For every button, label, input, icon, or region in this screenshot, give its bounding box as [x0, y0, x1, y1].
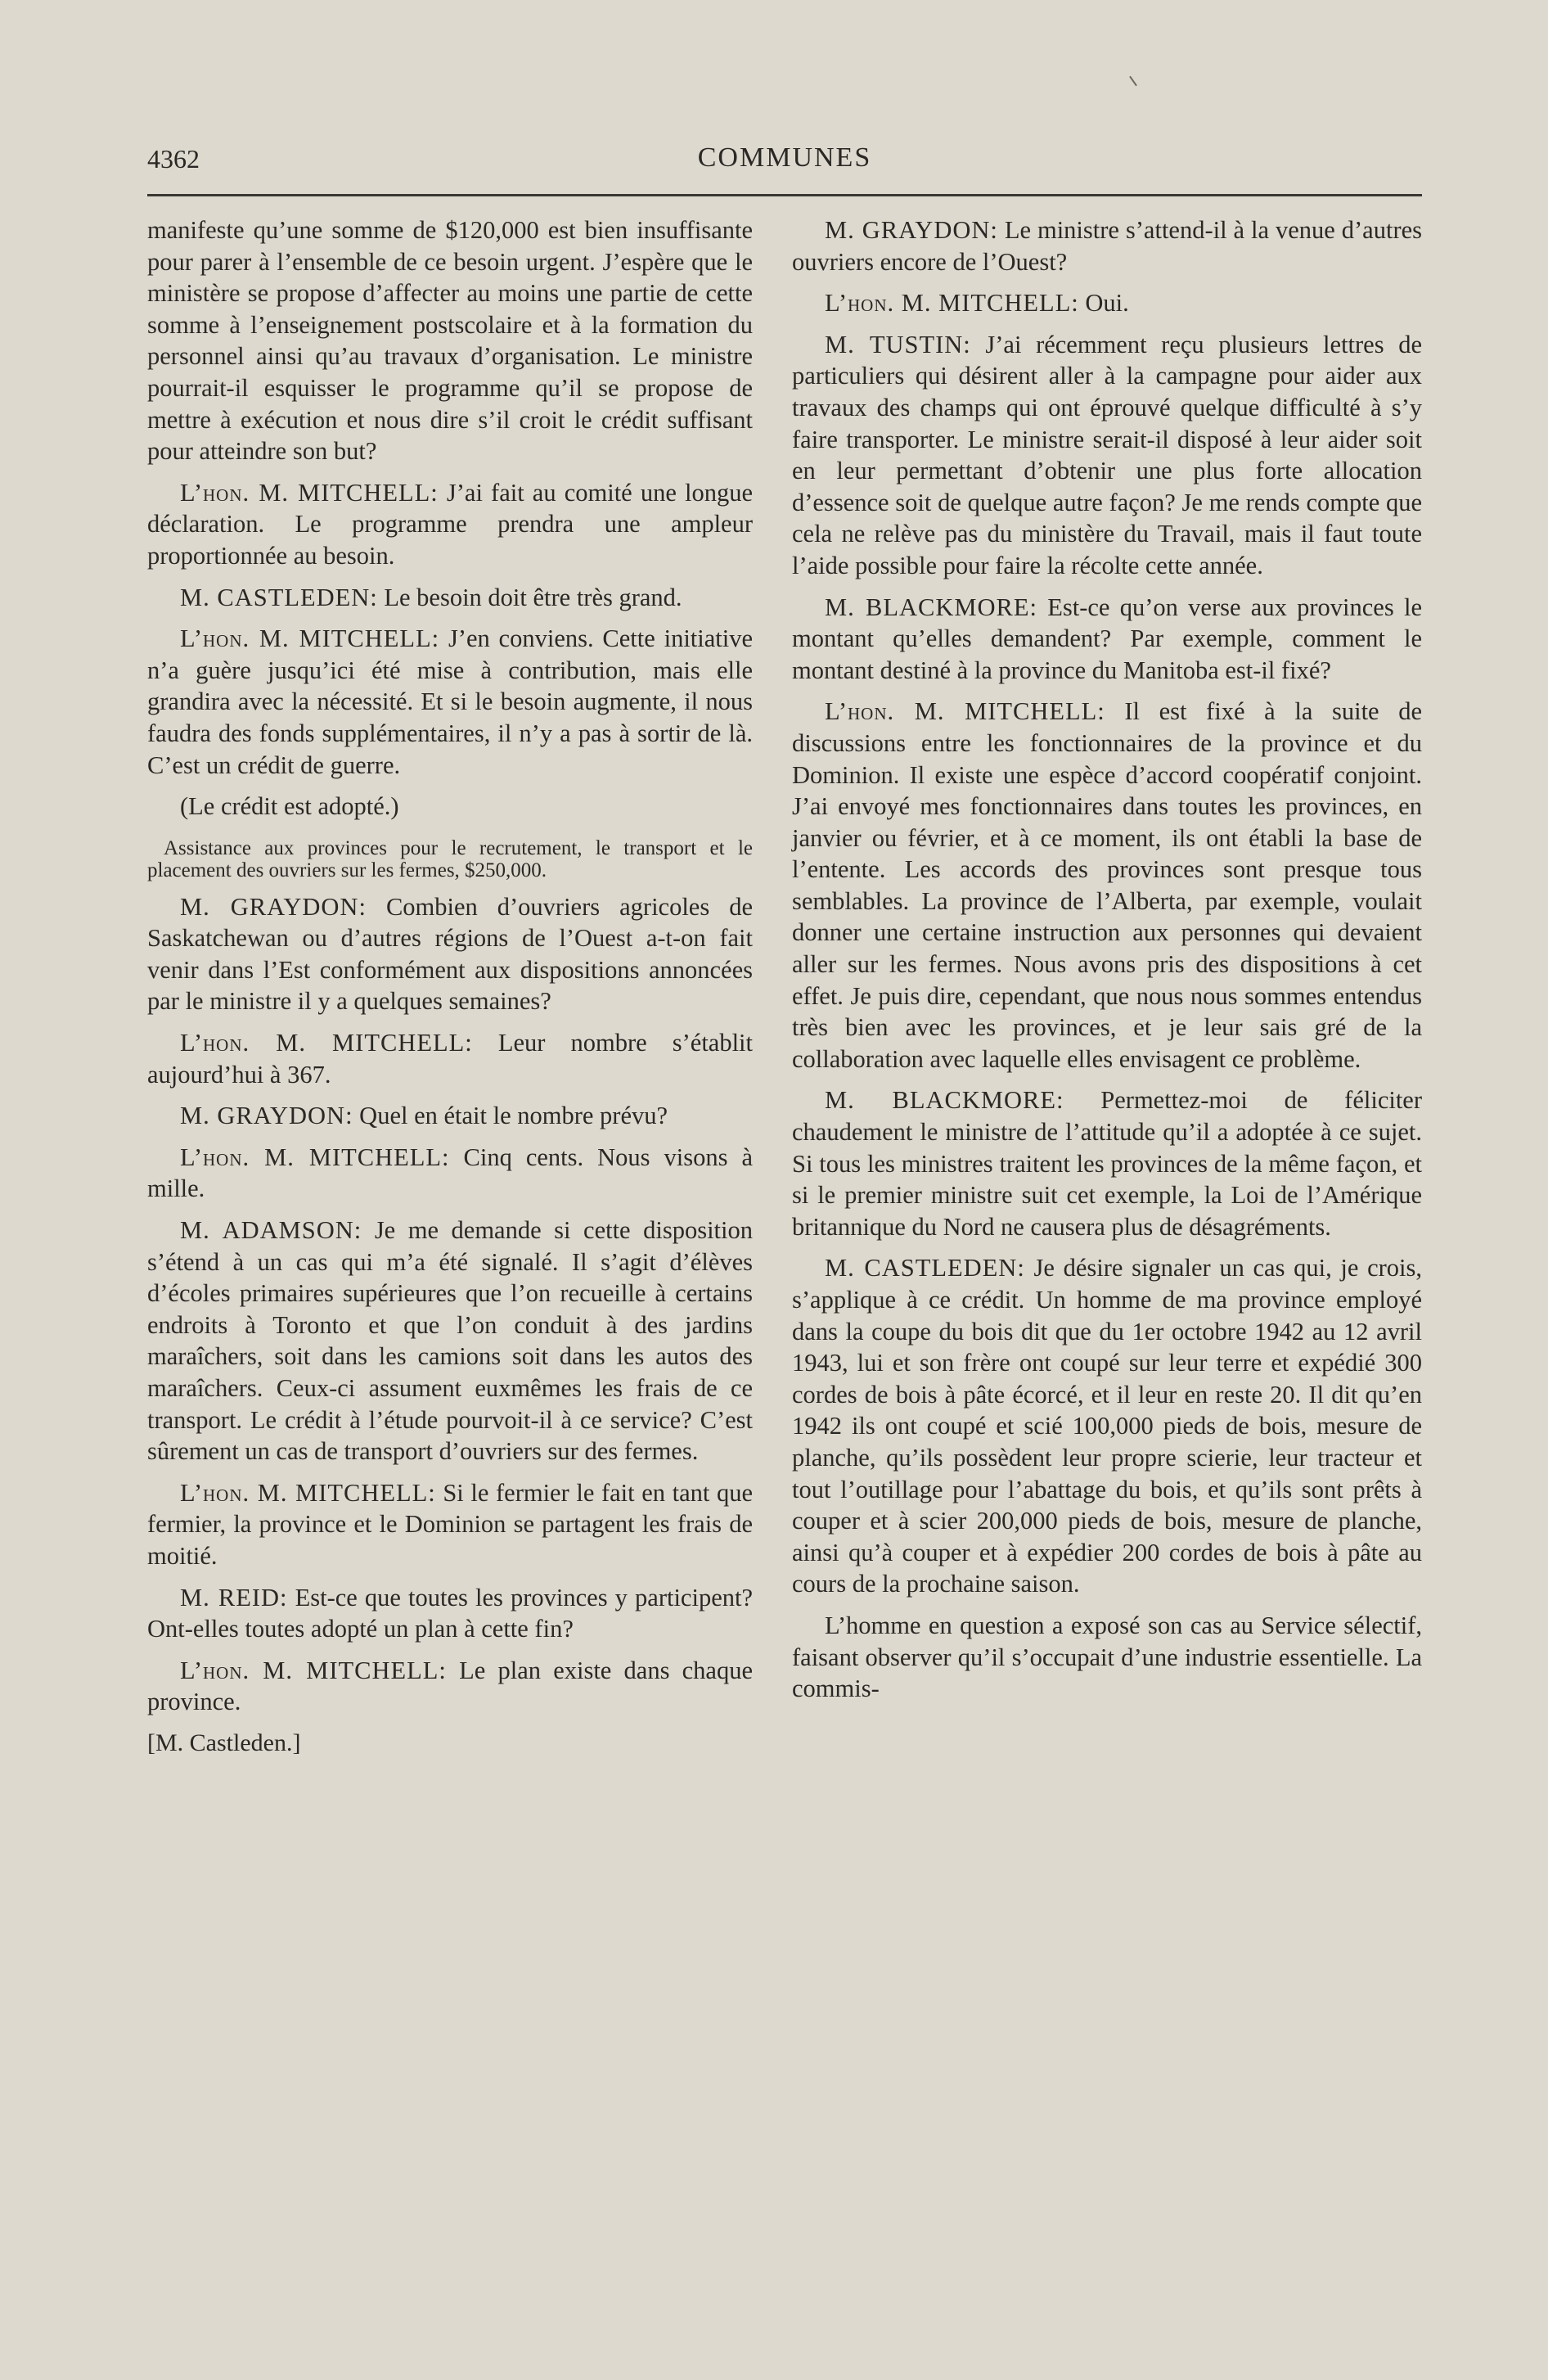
speech-text: Je me demande si cette disposition s’étend à un cas qui m’a été signalé. Il s’agit d’élèves d’écoles primaires supérieures que l’on recueille à certains endroits à Toronto et que l’on conduit à des jardins maraîchers, soit dans les camions soit dans les autos des maraîchers. Ceux-ci assument euxmêmes les frais de ce transport. Le crédit à l’étude pourvoit-il à ce service? C’est sûrement un cas de transport d’ouvriers sur des fermes.: [147, 1216, 753, 1466]
speaker-name: L’hon. M. MITCHELL:: [180, 624, 440, 653]
speech-text: Le plan existe dans chaque province.: [147, 1656, 754, 1716]
speech-text: Il est fixé à la suite de discussions entre les fonctionnaires de la province et du Dominion. Il existe une espèce d’accord coopératif conjoint. J’ai envoyé mes fonctionnaires dans toutes les provinces, en janvier ou février, et à ce moment, ils ont établi la base de l’entente. Les accords des provinces sont presque tous semblables. La province de l’Alberta, par exemple, voulait donner une certaine instruction aux personnes qui devaient aller sur les fermes. Nous avons pris des dispositions à cet effet. Je puis dire, cependant, que nous nous sommes entendus très bien avec les provinces, et je leur sais gré de la collaboration avec laquelle elles envisagent ce problème.: [792, 697, 1422, 1073]
paragraph: [147, 1027, 753, 1090]
adoption-note: (Le crédit est adopté.): [180, 792, 399, 821]
paragraph: [147, 1142, 753, 1205]
paragraph: [792, 1252, 1422, 1600]
speaker-name: M. CASTLEDEN:: [180, 583, 378, 611]
paragraph: [147, 1477, 753, 1572]
speech-text: Cinq cents. Nous visons à mille.: [147, 1143, 753, 1203]
left-column: [147, 214, 753, 1759]
speech-text: Si le fermier le fait en tant que fermier, la province et le Dominion se partagent les frais de moitié.: [147, 1478, 753, 1570]
speaker-name: M. GRAYDON:: [825, 216, 998, 244]
paragraph: [147, 477, 753, 572]
speaker-name: L’hon. M. MITCHELL:: [825, 289, 1079, 318]
speaker-name: M. GRAYDON:: [180, 1102, 353, 1130]
speech-text: Je désire signaler un cas qui, je crois, s’applique à ce crédit. Un homme de ma province employé dans la coupe du bois dit que du 1er octobre 1942 au 12 avril 1943, lui et son frère ont coupé sur leur terre et expédié 300 cordes de bois à pâte écorcé, et il leur en reste 20. Il dit qu’en 1942 ils ont coupé et scié 100,000 pieds de bois, mesure de planche, qu’ils possèdent leur propre scierie, leur tracteur et tout l’outillage pour l’abattage du bois, et qu’ils sont prêts à couper et à scier 200,000 pieds de bois, mesure de planche, ainsi qu’à couper et à expédier 200 cordes de bois à pâte au cours de la prochaine saison.: [792, 1254, 1423, 1598]
scan-mark: [1129, 76, 1137, 87]
paragraph: [147, 1100, 753, 1132]
paragraph: [792, 592, 1422, 687]
speaker-name: M. CASTLEDEN:: [825, 1254, 1025, 1282]
speech-text: Oui.: [1085, 289, 1129, 318]
paragraph: [792, 287, 1422, 319]
speaker-name: M. BLACKMORE:: [825, 1086, 1064, 1115]
speech-text: Le ministre s’attend-il à la venue d’autres ouvriers encore de l’Ouest?: [792, 216, 1423, 276]
speech-text: Est-ce que toutes les provinces y participent? Ont-elles toutes adopté un plan à cette fin?: [147, 1583, 753, 1643]
speaker-name: L’hon. M. MITCHELL:: [180, 1478, 436, 1507]
paragraph: [147, 582, 753, 614]
speech-text: J’ai récemment reçu plusieurs lettres de particuliers qui désirent aller à la campagne pour aider aux travaux des champs qui ont éprouvé quelque difficulté à s’y faire transporter. Le ministre serait-il disposé à leur aider soit en leur permettant d’obtenir une plus forte allocation d’essence soit de quelque autre façon? Je me rends compte que cela ne relève pas du ministère du Travail, mais il faut toute l’aide possible pour faire la récolte cette année.: [792, 330, 1423, 579]
paragraph: [792, 214, 1422, 277]
speaker-name: M. REID:: [180, 1583, 288, 1611]
page-number: 4362: [147, 144, 200, 174]
speech-text: Permettez-moi de féliciter chaudement le ministre de l’attitude qu’il a adoptée à ce sujet. Si tous les ministres traitent les provinces de la même façon, et si le premier ministre suit cet exemple, la Loi de l’Amérique britannique du Nord ne causera plus de désagréments.: [792, 1086, 1422, 1241]
speech-text: J’ai fait au comité une longue déclaration. Le programme prendra une ampleur proportionnée au besoin.: [147, 478, 754, 570]
speaker-name: M. TUSTIN:: [825, 330, 971, 358]
paragraph: [792, 696, 1422, 1075]
running-title: COMMUNES: [697, 142, 872, 173]
right-column: [792, 214, 1422, 1715]
speaker-name: M. ADAMSON:: [180, 1216, 362, 1245]
item-heading: Assistance aux provinces pour le recrutement, le transport et le placement des ouvriers sur les fermes, $250,000.: [147, 836, 753, 881]
speech-text: Leur nombre s’établit aujourd’hui à 367.: [147, 1029, 754, 1089]
speech-text: Combien d’ouvriers agricoles de Saskatchewan ou d’autres régions de l’Ouest a-t-on fait venir dans l’Est conformément aux dispositions annoncées par le ministre il y a quelques semaines?: [147, 892, 753, 1016]
paragraph: [147, 1655, 753, 1718]
speech-text: Est-ce qu’on verse aux provinces le montant qu’elles demandent? Par exemple, comment le montant destiné à la province du Manitoba est-il fixé?: [792, 593, 1422, 684]
speaker-name: L’hon. M. MITCHELL:: [180, 1656, 447, 1684]
paragraph: [147, 1582, 753, 1645]
speech-text: J’en conviens. Cette initiative n’a guère jusqu’ici été mise à contribution, mais elle grandira avec la nécessité. Et si le besoin augmente, il nous faudra des fonds supplémentaires, il n’y a pas à sortir de là. C’est un crédit de guerre.: [147, 624, 754, 779]
speaker-name: L’hon. M. MITCHELL:: [825, 697, 1105, 726]
speech-text: Quel en était le nombre prévu?: [359, 1102, 668, 1130]
speaker-name: L’hon. M. MITCHELL:: [180, 1143, 450, 1171]
paragraph: [147, 891, 753, 1017]
paragraph: [147, 1215, 753, 1467]
catch-line: [M. Castleden.]: [147, 1729, 301, 1756]
paragraph: [792, 329, 1422, 582]
paragraph: [792, 1084, 1422, 1242]
page-header: [147, 141, 1422, 190]
header-rule: [147, 194, 1422, 196]
speech-text: Le besoin doit être très grand.: [384, 583, 682, 611]
speaker-name: M. BLACKMORE:: [825, 593, 1037, 621]
paragraph: manifeste qu’une somme de $120,000 est bien insuffisante pour parer à l’ensemble de ce besoin urgent. J’espère que le ministère se propose d’affecter au moins une partie de cette somme à l’enseignement postscolaire et à la formation du personnel ainsi qu’au travaux d’organisation. Le ministre pourrait-il esquisser le programme qu’il se propose de mettre à exécution et nous dire s’il croit le crédit suffisant pour atteindre son but?: [147, 216, 753, 466]
speaker-name: L’hon. M. MITCHELL:: [180, 1029, 473, 1057]
speaker-name: L’hon. M. MITCHELL:: [180, 478, 439, 507]
speaker-name: M. GRAYDON:: [180, 892, 367, 921]
paragraph: [147, 623, 753, 781]
paragraph: L’homme en question a exposé son cas au Service sélectif, faisant observer qu’il s’occupait d’une industrie essentielle. La commis-: [792, 1611, 1422, 1703]
